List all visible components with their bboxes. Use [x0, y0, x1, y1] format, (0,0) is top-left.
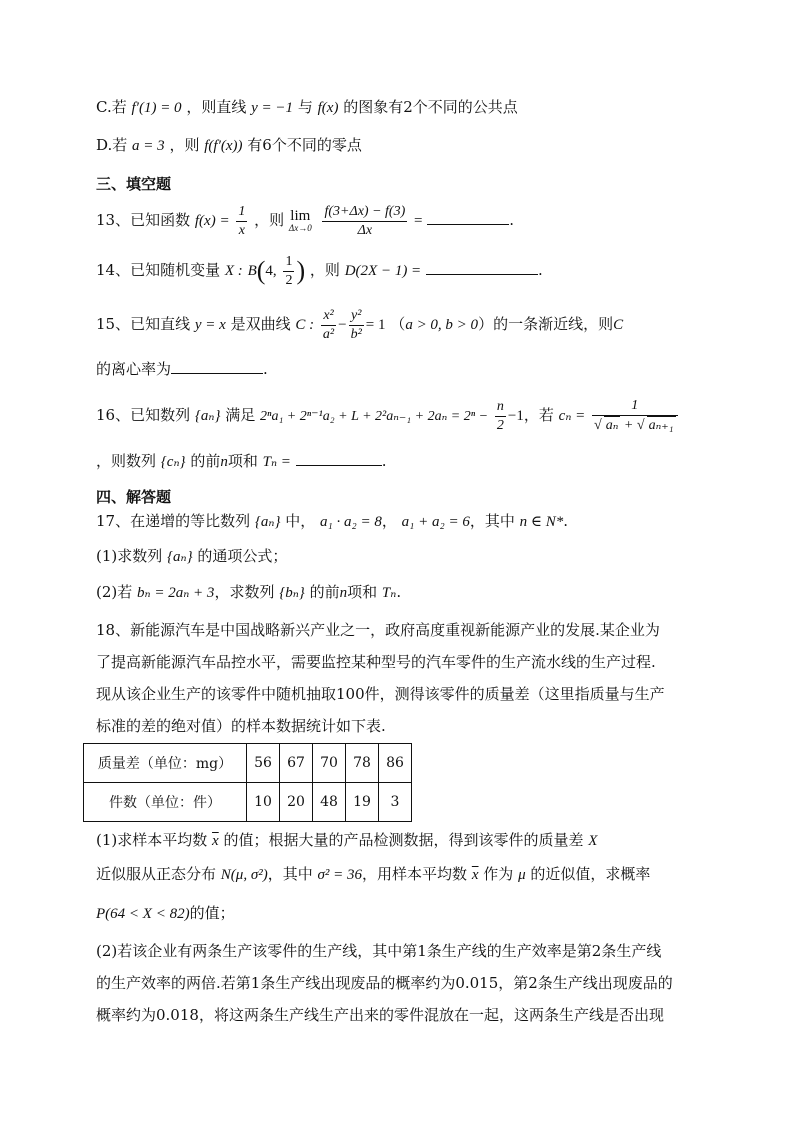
- math-condition: a > 0, b > 0: [405, 317, 479, 333]
- math-sequence: {aₙ}: [194, 408, 221, 424]
- period: .: [396, 583, 402, 601]
- math-mu: μ: [518, 867, 526, 883]
- text-segment: ，求数列: [214, 583, 275, 601]
- denominator: b²: [350, 326, 362, 342]
- quality-table: [83, 743, 412, 822]
- text-segment: ，其中: [469, 512, 515, 530]
- table-cell: 70: [313, 744, 346, 783]
- answer-blank-13[interactable]: [427, 210, 509, 225]
- question-17: [96, 510, 568, 533]
- fraction-y2-b2: [349, 307, 364, 344]
- numerator: 1: [283, 253, 294, 272]
- difference-quotient: [322, 203, 407, 240]
- period: .: [509, 211, 515, 229]
- table-cell: 20: [280, 783, 313, 822]
- text-segment: ，则: [169, 136, 200, 154]
- math-x: X: [588, 833, 598, 849]
- math-probability: P(64 < X < 82): [96, 906, 190, 922]
- numerator: n: [495, 398, 506, 417]
- text-segment: ，则: [254, 211, 285, 229]
- denominator: 2: [285, 272, 293, 288]
- math-f-def: f(x) =: [194, 213, 230, 229]
- math-n: n: [220, 454, 228, 470]
- math-sequence: {aₙ}: [167, 549, 193, 565]
- binomial-n: 4,: [265, 263, 277, 279]
- question-18-part-1-end: [96, 902, 235, 925]
- math-tn: Tₙ =: [262, 454, 291, 470]
- question-18-line-3: 现从该企业生产的该零件中随机抽取100件，测得该零件的质量差（这里指质量与生产: [96, 685, 665, 703]
- text-segment: 17、在递增的等比数列: [96, 512, 251, 530]
- text-segment: ，其中: [267, 865, 313, 883]
- question-18-part-2-line-1: (2)若该企业有两条生产该零件的生产线，其中第1条生产线的生产效率是第2条生产线: [96, 942, 662, 960]
- option-c: [96, 96, 518, 119]
- sqrt-an: aₙ: [605, 418, 619, 433]
- math-f-prime-1: f′(1) = 0: [131, 100, 182, 116]
- denominator: √ aₙ + √ aₙ₊₁: [594, 418, 674, 433]
- table-cell: 19: [346, 783, 379, 822]
- text-segment: 的图象有2个不同的公共点: [343, 98, 518, 116]
- period: .: [537, 261, 543, 279]
- question-15-continued: [96, 358, 268, 380]
- table-cell: 56: [247, 744, 280, 783]
- math-fx: f(x): [317, 100, 339, 116]
- numerator: f(3+Δx) − f(3): [322, 203, 407, 222]
- text-segment: 是双曲线: [230, 315, 291, 333]
- fraction-n-over-2: [495, 398, 506, 435]
- question-16: [96, 390, 680, 440]
- text-segment: ，若: [523, 406, 554, 424]
- text-segment: 的值；: [189, 904, 235, 922]
- text-segment: ，用样本平均数: [362, 865, 468, 883]
- text-segment: 的值；根据大量的产品检测数据，得到该零件的质量差: [223, 831, 584, 849]
- text-segment: 14、已知随机变量: [96, 261, 221, 279]
- math-product: a₁ · a₂ = 8: [320, 514, 382, 530]
- text-segment: 与: [297, 98, 313, 116]
- math-bn-seq: {bₙ}: [279, 585, 305, 601]
- period: .: [563, 512, 569, 530]
- numerator: 1: [592, 397, 677, 416]
- text-segment: 满足: [225, 406, 256, 424]
- question-16-continued: [96, 450, 386, 473]
- question-14: [96, 248, 543, 292]
- math-y-eq: y = −1: [251, 100, 294, 116]
- equals-sign: =: [414, 213, 423, 229]
- left-paren: (: [256, 256, 266, 285]
- minus-one: −1: [507, 408, 524, 424]
- denominator: 2: [496, 417, 504, 433]
- math-tn: Tₙ: [381, 585, 397, 601]
- math-binomial: B: [247, 263, 257, 279]
- limit-operator: [289, 209, 312, 233]
- option-d-prefix: D.若: [96, 136, 128, 154]
- answer-blank-16[interactable]: [296, 451, 382, 466]
- text-segment: ）的一条渐近线，则: [478, 315, 614, 333]
- text-segment: 的近似值，求概率: [530, 865, 651, 883]
- sqrt-an1: aₙ₊₁: [648, 418, 674, 433]
- question-15: [96, 302, 623, 346]
- limit-subscript: Δx→0: [288, 223, 312, 233]
- math-n: n: [339, 585, 348, 601]
- question-18-part-1: [96, 829, 597, 852]
- text-segment: 近似服从正态分布: [96, 865, 217, 883]
- text-segment: 的离心率为: [96, 360, 172, 378]
- fraction-half: [283, 253, 294, 290]
- option-d: [96, 134, 362, 157]
- fraction-x2-a2: [321, 307, 336, 344]
- math-cn: cₙ =: [558, 408, 586, 424]
- table-row: [84, 783, 412, 822]
- text-segment: (1)求数列: [96, 547, 163, 565]
- text-segment: 项和: [227, 452, 258, 470]
- fraction-cn: [592, 397, 677, 435]
- fraction-1-over-x: [236, 203, 247, 240]
- text-segment: ，: [381, 512, 397, 530]
- table-cell: 78: [346, 744, 379, 783]
- math-variance: σ² = 36: [317, 867, 363, 883]
- math-natural: n ∈ N*: [519, 514, 564, 530]
- text-segment: ，则直线: [186, 98, 247, 116]
- table-header-cell: 质量差（单位：mg）: [84, 744, 247, 783]
- period: .: [263, 360, 268, 378]
- section-heading-fill-blank: 三、填空题: [96, 175, 172, 193]
- right-paren: ): [296, 256, 306, 285]
- math-line: y = x: [194, 317, 226, 333]
- table-cell: 10: [247, 783, 280, 822]
- math-sum: a₁ + a₂ = 6: [401, 514, 470, 530]
- plus-sign: +: [623, 418, 634, 433]
- text-segment: 中，: [285, 512, 316, 530]
- math-xbar: $\overline{x}$: [212, 833, 219, 849]
- math-bn: bₙ = 2aₙ + 3: [137, 585, 215, 601]
- text-segment: 的前: [309, 583, 340, 601]
- option-c-prefix: C.若: [96, 98, 127, 116]
- math-xbar: $\overline{x}$: [471, 867, 479, 883]
- math-normal-dist: N(μ, σ²): [220, 867, 268, 883]
- math-a-eq: a = 3: [132, 138, 165, 154]
- text-segment: 13、已知函数: [96, 211, 191, 229]
- text-segment: （: [390, 315, 406, 333]
- text-segment: (2)若: [96, 583, 133, 601]
- math-ffx: f(f′(x)): [204, 138, 243, 154]
- math-variance: D(2X − 1) =: [344, 263, 422, 279]
- text-segment: 的通项公式；: [197, 547, 288, 565]
- math-hyperbola-name: C :: [295, 317, 315, 333]
- limit-text: lim: [290, 208, 311, 224]
- table-cell: 3: [379, 783, 412, 822]
- math-cn-seq: {cₙ}: [160, 454, 186, 470]
- text-segment: 的前: [190, 452, 221, 470]
- question-17-part-2: [96, 581, 401, 604]
- text-segment: 16、已知数列: [96, 406, 191, 424]
- math-sum: 2ⁿa₁ + 2ⁿ⁻¹a₂ + L + 2²aₙ₋₁ + 2aₙ = 2ⁿ −: [260, 409, 489, 424]
- minus-sign: −: [338, 317, 347, 333]
- text-segment: ，则: [309, 261, 340, 279]
- equals-one: = 1: [365, 317, 386, 333]
- numerator: y²: [349, 307, 364, 326]
- section-heading-solutions: 四、解答题: [96, 488, 172, 506]
- text-segment: 15、已知直线: [96, 315, 191, 333]
- table-header-cell: 件数（单位：件）: [84, 783, 247, 822]
- text-segment: ，则数列: [96, 452, 157, 470]
- denominator: Δx: [357, 222, 373, 238]
- numerator: x²: [321, 307, 336, 326]
- question-18-line-1: 18、新能源汽车是中国战略新兴产业之一，政府高度重视新能源产业的发展.某企业为: [96, 621, 660, 639]
- text-segment: 项和: [347, 583, 378, 601]
- table-cell: 48: [313, 783, 346, 822]
- table-row: [84, 744, 412, 783]
- period: .: [381, 452, 387, 470]
- math-c: C: [613, 317, 624, 333]
- question-18-line-2: 了提高新能源汽车品控水平，需要监控某种型号的汽车零件的生产流水线的生产过程.: [96, 653, 656, 671]
- question-17-part-1: [96, 545, 287, 568]
- table-cell: 67: [280, 744, 313, 783]
- question-18-part-1-continued: [96, 863, 650, 886]
- answer-blank-15[interactable]: [171, 359, 263, 374]
- answer-blank-14[interactable]: [426, 260, 538, 275]
- denominator: a²: [322, 326, 335, 342]
- math-random-variable: X :: [224, 263, 243, 279]
- table-cell: 86: [379, 744, 412, 783]
- question-13: [96, 200, 514, 240]
- text-segment: (1)求样本平均数: [96, 831, 208, 849]
- question-18-part-2-line-2: 的生产效率的两倍.若第1条生产线出现废品的概率约为0.015，第2条生产线出现废品的: [96, 974, 673, 992]
- numerator: 1: [236, 203, 247, 222]
- question-18-part-2-line-3: 概率约为0.018，将这两条生产线生产出来的零件混放在一起，这两条生产线是否出现: [96, 1006, 664, 1024]
- question-18-line-4: 标准的差的绝对值）的样本数据统计如下表.: [96, 717, 386, 735]
- denominator: x: [238, 222, 245, 238]
- math-sequence: {aₙ}: [254, 514, 281, 530]
- text-segment: 有6个不同的零点: [247, 136, 362, 154]
- text-segment: 作为: [483, 865, 514, 883]
